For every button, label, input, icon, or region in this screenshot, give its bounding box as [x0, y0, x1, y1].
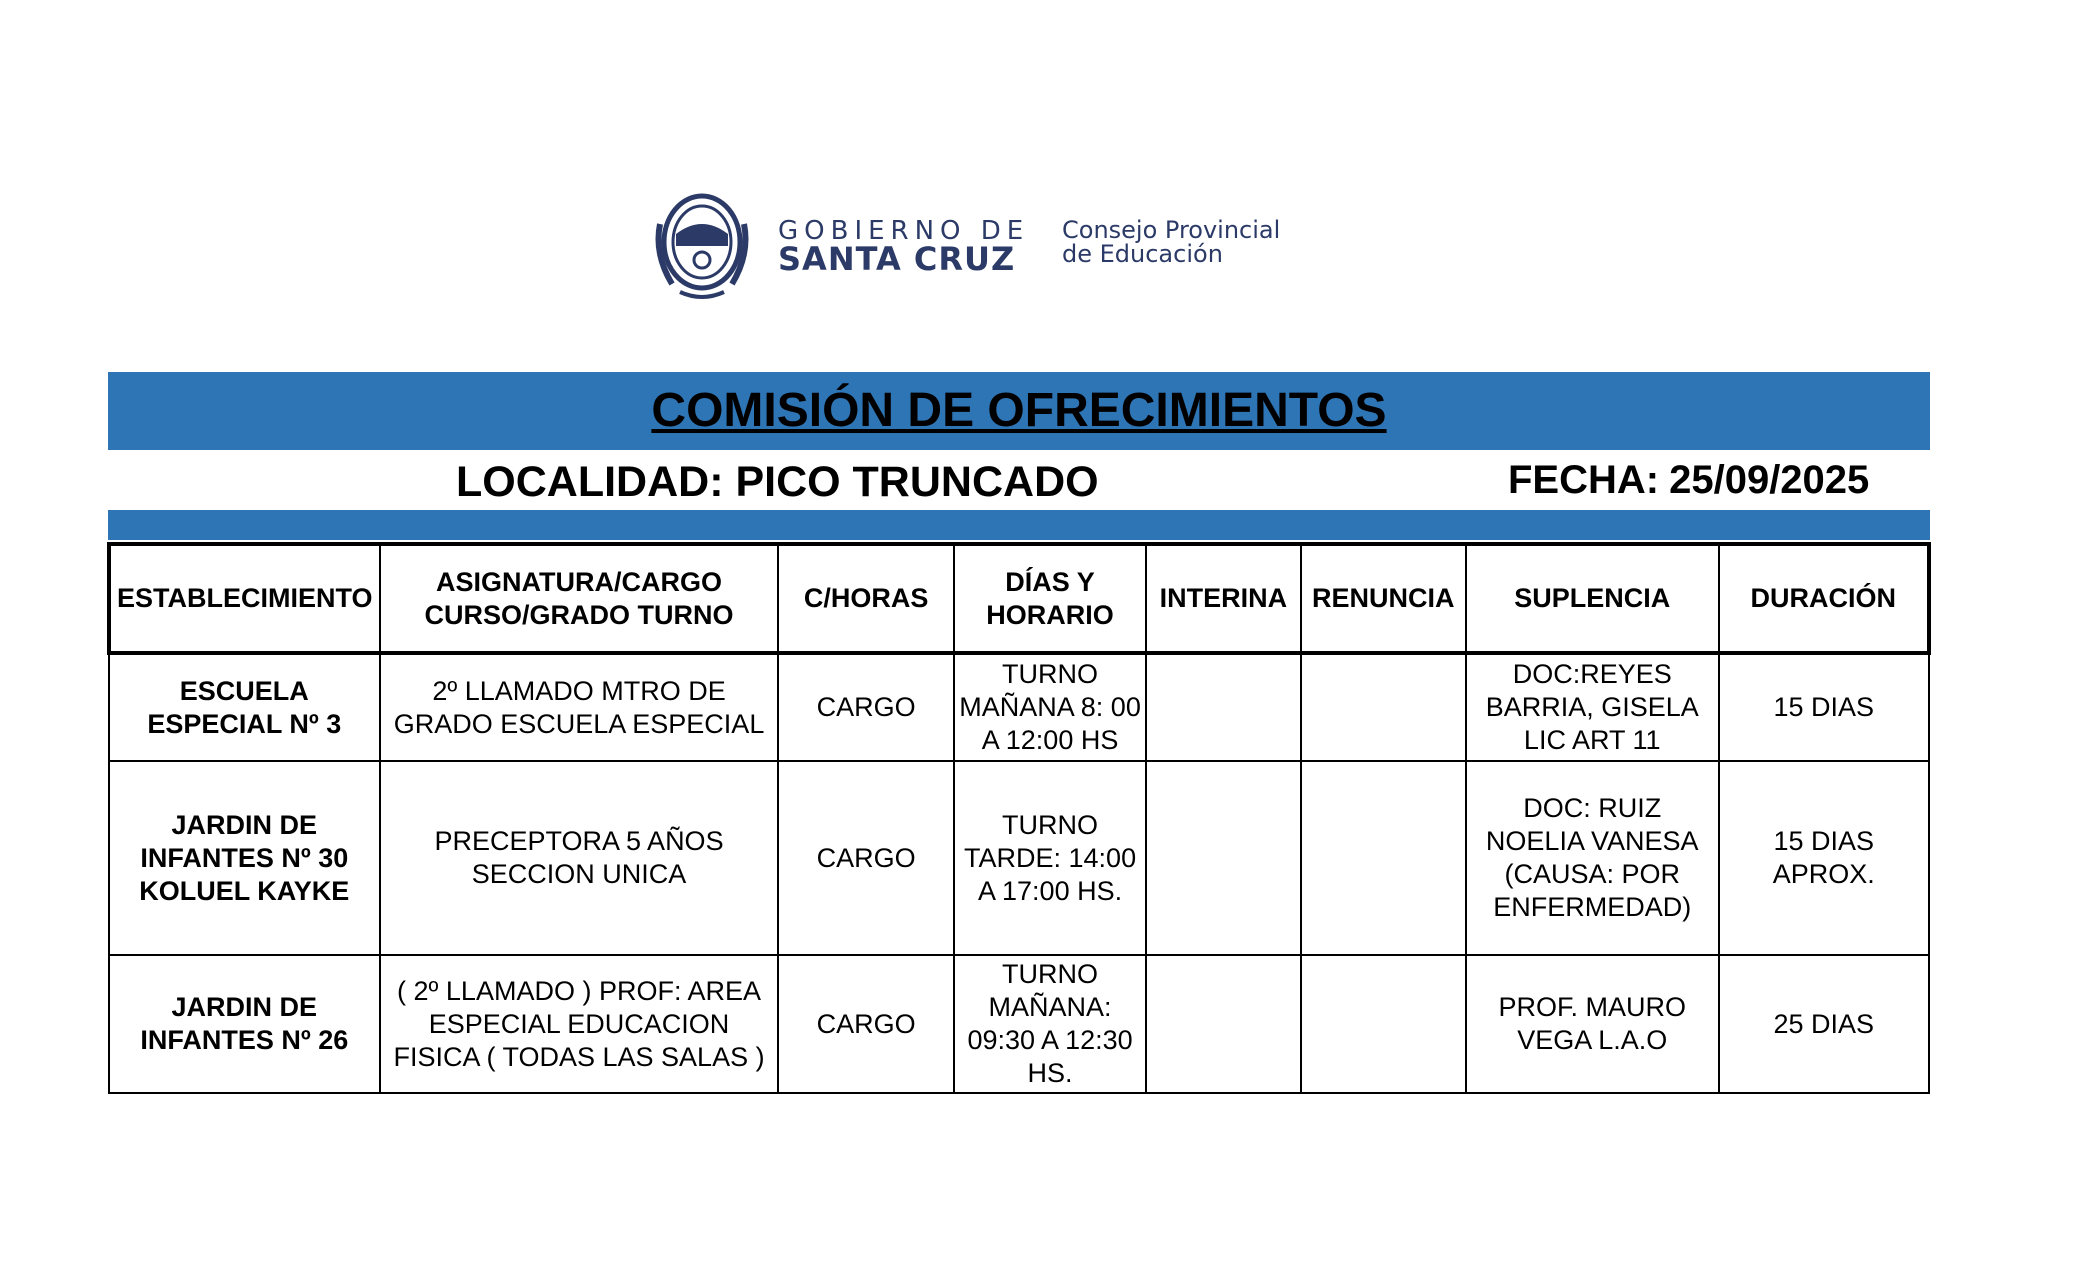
cell-asignatura: PRECEPTORA 5 AÑOS SECCION UNICA: [380, 761, 779, 955]
logo-consejo-line2: de Educación: [1062, 240, 1223, 268]
cell-horas: CARGO: [778, 653, 953, 761]
logo-consejo-line1: Consejo Provincial: [1062, 216, 1281, 244]
cell-interina: [1146, 761, 1300, 955]
logo-santa-cruz: SANTA CRUZ: [778, 240, 1016, 278]
cell-duracion: 15 DIAS APROX.: [1719, 761, 1930, 955]
cell-duracion: 15 DIAS: [1719, 653, 1930, 761]
col-header-dias-horario: DÍAS Y HORARIO: [954, 544, 1146, 653]
cell-renuncia: [1301, 653, 1466, 761]
cell-interina: [1146, 955, 1300, 1093]
col-header-renuncia: RENUNCIA: [1301, 544, 1466, 653]
cell-establecimiento: JARDIN DE INFANTES Nº 30 KOLUEL KAYKE: [109, 761, 380, 955]
logo-consejo: [1062, 218, 1280, 266]
col-header-suplencia: SUPLENCIA: [1466, 544, 1719, 653]
santa-cruz-seal-icon: [650, 184, 754, 304]
cell-dias-horario: TURNO MAÑANA: 09:30 A 12:30 HS.: [954, 955, 1146, 1093]
cell-establecimiento: ESCUELA ESPECIAL Nº 3: [109, 653, 380, 761]
table-row: [109, 761, 1929, 955]
gobierno-logo: [650, 184, 1310, 304]
cell-dias-horario: TURNO MAÑANA 8: 00 A 12:00 HS: [954, 653, 1146, 761]
cell-duracion: 25 DIAS: [1719, 955, 1930, 1093]
cell-interina: [1146, 653, 1300, 761]
cell-suplencia: DOC:REYES BARRIA, GISELA LIC ART 11: [1466, 653, 1719, 761]
cell-renuncia: [1301, 955, 1466, 1093]
page-title: COMISIÓN DE OFRECIMIENTOS: [651, 384, 1387, 437]
cell-suplencia: PROF. MAURO VEGA L.A.O: [1466, 955, 1719, 1093]
cell-renuncia: [1301, 761, 1466, 955]
fecha: [1508, 458, 1869, 503]
cell-suplencia: DOC: RUIZ NOELIA VANESA (CAUSA: POR ENFERMEDAD): [1466, 761, 1719, 955]
fecha-value: 25/09/2025: [1669, 458, 1870, 502]
fecha-label: FECHA:: [1508, 458, 1660, 502]
cell-dias-horario: TURNO TARDE: 14:00 A 17:00 HS.: [954, 761, 1146, 955]
cell-asignatura: 2º LLAMADO MTRO DE GRADO ESCUELA ESPECIAL: [380, 653, 779, 761]
logo-gobierno-de: GOBIERNO DE: [778, 216, 1030, 246]
col-header-horas: C/HORAS: [778, 544, 953, 653]
blue-divider-band: [108, 510, 1930, 540]
col-header-duracion: DURACIÓN: [1719, 544, 1930, 653]
table-row: [109, 955, 1929, 1093]
table-header-row: [109, 544, 1929, 653]
cell-establecimiento: JARDIN DE INFANTES Nº 26: [109, 955, 380, 1093]
col-header-asignatura: ASIGNATURA/CARGO CURSO/GRADO TURNO: [380, 544, 779, 653]
col-header-interina: INTERINA: [1146, 544, 1300, 653]
table-row: [109, 653, 1929, 761]
col-header-establecimiento: ESTABLECIMIENTO: [109, 544, 380, 653]
subheader: [108, 450, 1930, 510]
cell-horas: CARGO: [778, 761, 953, 955]
cell-horas: CARGO: [778, 955, 953, 1093]
ofrecimientos-table: [107, 542, 1931, 1094]
title-band: [108, 372, 1930, 450]
cell-asignatura: ( 2º LLAMADO ) PROF: AREA ESPECIAL EDUCACION FISICA ( TODAS LAS SALAS ): [380, 955, 779, 1093]
localidad: LOCALIDAD: PICO TRUNCADO: [456, 458, 1099, 506]
